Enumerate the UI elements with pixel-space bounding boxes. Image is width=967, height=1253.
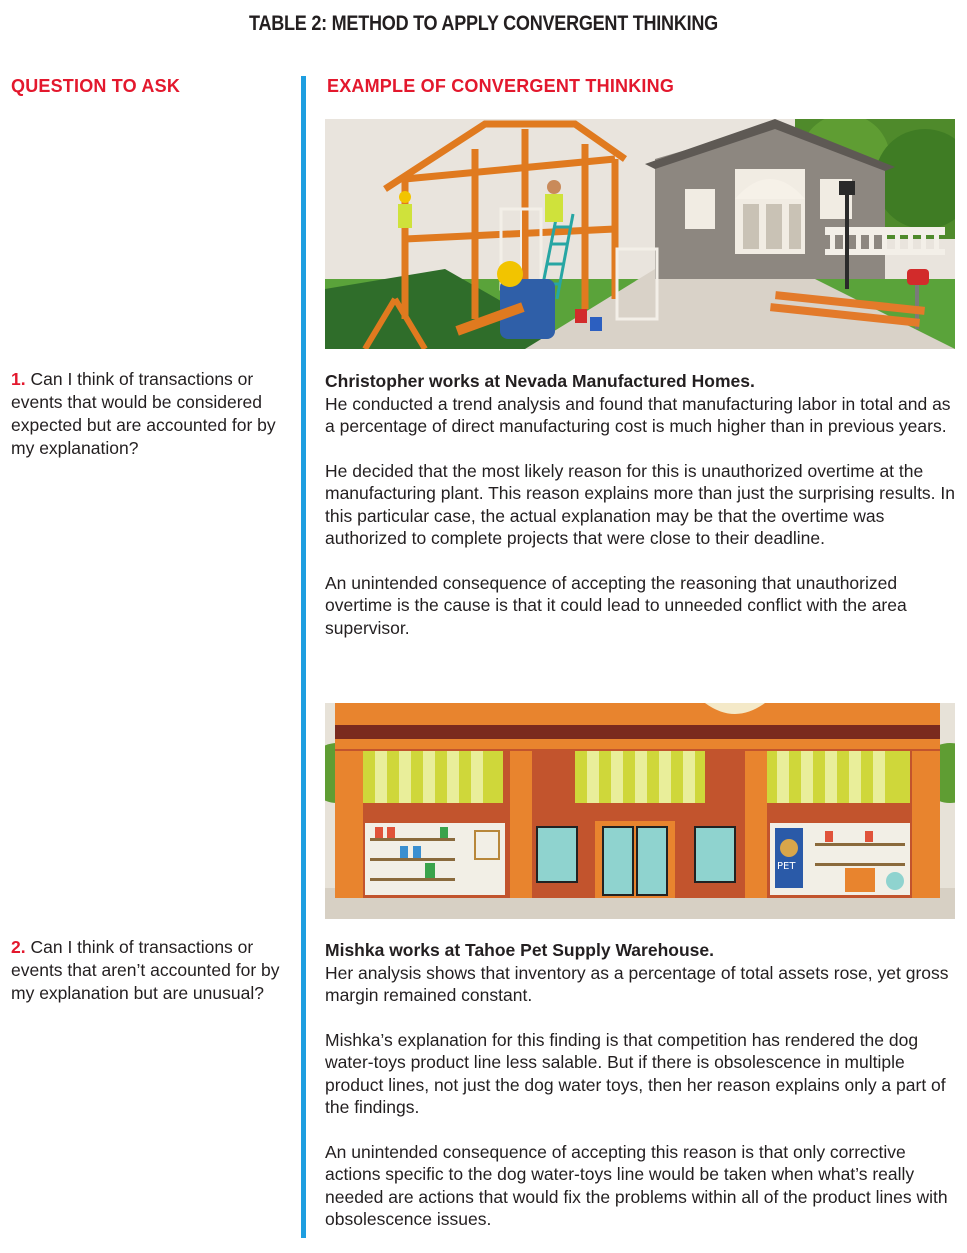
example-row-1 (325, 370, 957, 661)
column-header-question: QUESTION TO ASK (11, 76, 181, 96)
table-title: TABLE 2: METHOD TO APPLY CONVERGENT THINKING (249, 12, 718, 35)
house-construction-illustration (325, 119, 955, 349)
example-paragraph-2-2: Mishka’s explanation for this finding is that competition has rendered the dog water-toys product line less salable. But if there is obsolescence in multiple product lines, not just the dog water toys, then her reason explains only a part of the findings. (325, 1029, 946, 1117)
example-paragraph-2-3: An unintended consequence of accepting this reason is that only corrective actions specific to the dog water-toys line would be taken when what’s really needed are actions that would fix the problems within all of the product lines with obsolescence issues. (325, 1141, 948, 1229)
example-lead-1: Christopher works at Nevada Manufactured Homes. (325, 371, 755, 391)
question-number-1: 1. (11, 369, 26, 389)
pet-sign-text: PET (777, 861, 796, 872)
question-row-1 (11, 368, 286, 460)
question-number-2: 2. (11, 937, 26, 957)
question-text-2: Can I think of transactions or events that aren’t accounted for by my explanation but are unusual? (11, 937, 280, 1003)
example-paragraph-1-1: He conducted a trend analysis and found that manufacturing labor in total and as a percentage of direct manufacturing cost is much higher than in previous years. (325, 393, 951, 436)
example-row-2 (325, 939, 957, 1253)
example-lead-2: Mishka works at Tahoe Pet Supply Warehouse. (325, 940, 714, 960)
question-row-2 (11, 936, 286, 1005)
example-paragraph-2-1: Her analysis shows that inventory as a percentage of total assets rose, yet gross margin remained constant. (325, 962, 949, 1005)
pet-store-illustration (325, 703, 955, 919)
column-divider (301, 76, 306, 1238)
question-text-1: Can I think of transactions or events that would be considered expected but are accounted for by my explanation? (11, 369, 276, 458)
example-paragraph-1-2: He decided that the most likely reason for this is unauthorized overtime at the manufacturing plant. This reason explains more than just the surprising results. In this particular case, the actual explanation may be that the overtime was authorized to complete projects that were close to their deadline. (325, 460, 955, 548)
example-paragraph-1-3: An unintended consequence of accepting the reasoning that unauthorized overtime is the cause is that it could lead to unneeded conflict with the area supervisor. (325, 572, 907, 638)
column-header-example: EXAMPLE OF CONVERGENT THINKING (327, 76, 675, 96)
